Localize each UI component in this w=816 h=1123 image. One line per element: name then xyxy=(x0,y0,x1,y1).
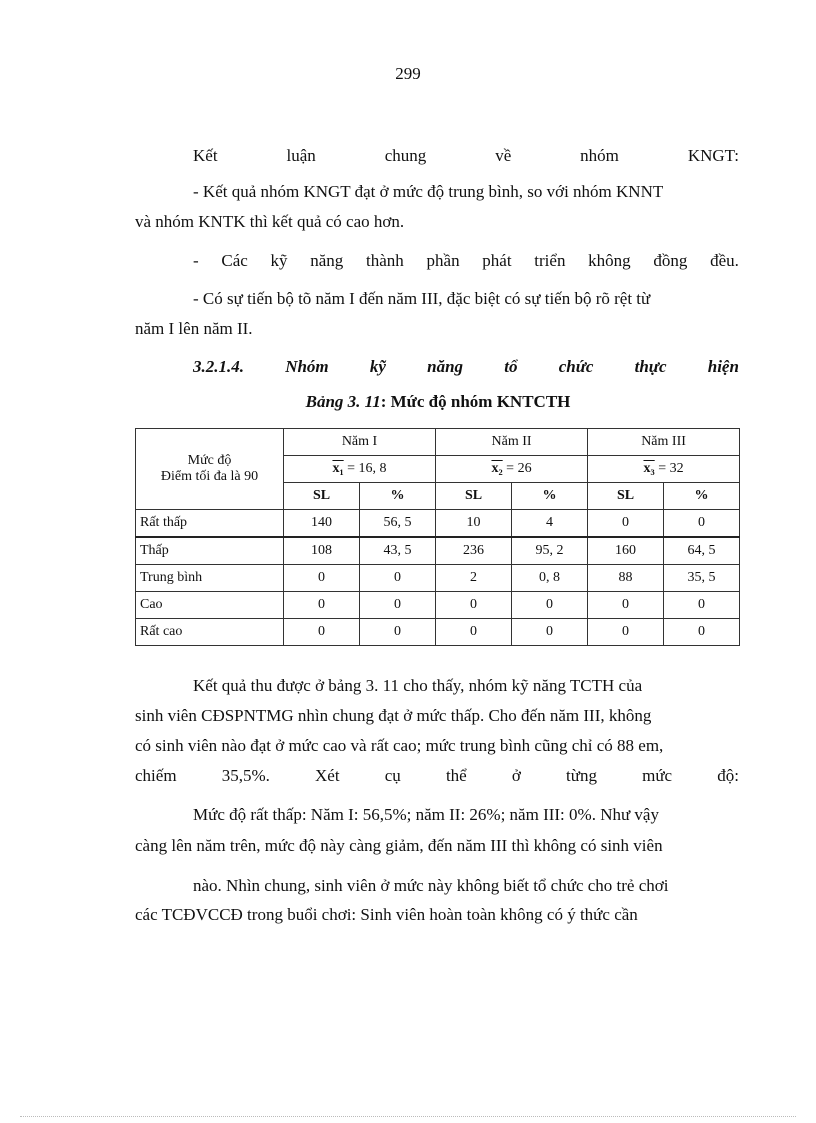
paragraph-3-line-1: nào. Nhìn chung, sinh viên ở mức này không biết tổ chức cho trẻ chơi xyxy=(193,876,669,895)
table-corner-header: Mức độ Điểm tối đa là 90 xyxy=(136,429,284,510)
table-row: Cao 0 0 0 0 0 0 xyxy=(136,592,740,619)
caption-text: : Mức độ nhóm KNTCTH xyxy=(380,392,571,411)
paragraph-3-line-2: các TCĐVCCĐ trong buổi chơi: Sinh viên hoàn toàn không có ý thức cần xyxy=(135,905,638,924)
column-header-percent: % xyxy=(512,483,588,510)
paragraph-1-line-4: chiếm 35,5%. Xét cụ thể ở từng mức độ: xyxy=(135,766,739,785)
column-header-percent: % xyxy=(664,483,740,510)
year-header: Năm III xyxy=(588,429,740,456)
table-row: Rất thấp 140 56, 5 10 4 0 0 xyxy=(136,510,740,538)
bullet-2-line: - Các kỹ năng thành phần phát triển không đồng đều. xyxy=(193,251,739,270)
column-header-percent: % xyxy=(360,483,436,510)
column-header-sl: SL xyxy=(436,483,512,510)
column-header-sl: SL xyxy=(588,483,664,510)
table-row: Trung bình 0 0 2 0, 8 88 35, 5 xyxy=(136,565,740,592)
year-header: Năm II xyxy=(436,429,588,456)
bullet-3-line-1: - Có sự tiến bộ tõ năm I đến năm III, đặc biệt có sự tiến bộ rõ rệt từ xyxy=(193,289,651,308)
bullet-1-line-2: và nhóm KNTK thì kết quả có cao hơn. xyxy=(135,212,405,231)
year-header: Năm I xyxy=(284,429,436,456)
table-row: Rất cao 0 0 0 0 0 0 xyxy=(136,619,740,646)
mean-score: x₁ = 16, 8 xyxy=(284,456,436,483)
paragraph-2-line-2: càng lên năm trên, mức độ này càng giảm, đến năm III thì không có sinh viên xyxy=(135,836,663,855)
table-caption xyxy=(0,392,816,412)
intro-line: Kết luận chung về nhóm KNGT: xyxy=(193,146,739,165)
data-table xyxy=(135,428,740,646)
section-heading: 3.2.1.4. Nhóm kỹ năng tổ chức thực hiện xyxy=(193,357,739,376)
bullet-1-line-1: - Kết quả nhóm KNGT đạt ở mức độ trung bình, so với nhóm KNNT xyxy=(193,182,664,201)
paragraph-1-line-1: Kết quả thu được ở bảng 3. 11 cho thấy, nhóm kỹ năng TCTH của xyxy=(193,676,643,695)
column-header-sl: SL xyxy=(284,483,360,510)
paragraph-1-line-3: có sinh viên nào đạt ở mức cao và rất cao; mức trung bình cũng chỉ có 88 em, xyxy=(135,736,664,755)
paragraph-2-line-1: Mức độ rất thấp: Năm I: 56,5%; năm II: 26%; năm III: 0%. Như vậy xyxy=(193,805,659,824)
table-row: Thấp 108 43, 5 236 95, 2 160 64, 5 xyxy=(136,537,740,565)
paragraph-1-line-2: sinh viên CĐSPNTMG nhìn chung đạt ở mức thấp. Cho đến năm III, không xyxy=(135,706,652,725)
caption-label: Bảng 3. 11 xyxy=(305,392,381,411)
page-number: 299 xyxy=(395,64,421,83)
bullet-3-line-2: năm I lên năm II. xyxy=(135,319,253,338)
page-bottom-border xyxy=(20,1116,796,1117)
mean-score: x₃ = 32 xyxy=(588,456,740,483)
mean-score: x₂ = 26 xyxy=(436,456,588,483)
